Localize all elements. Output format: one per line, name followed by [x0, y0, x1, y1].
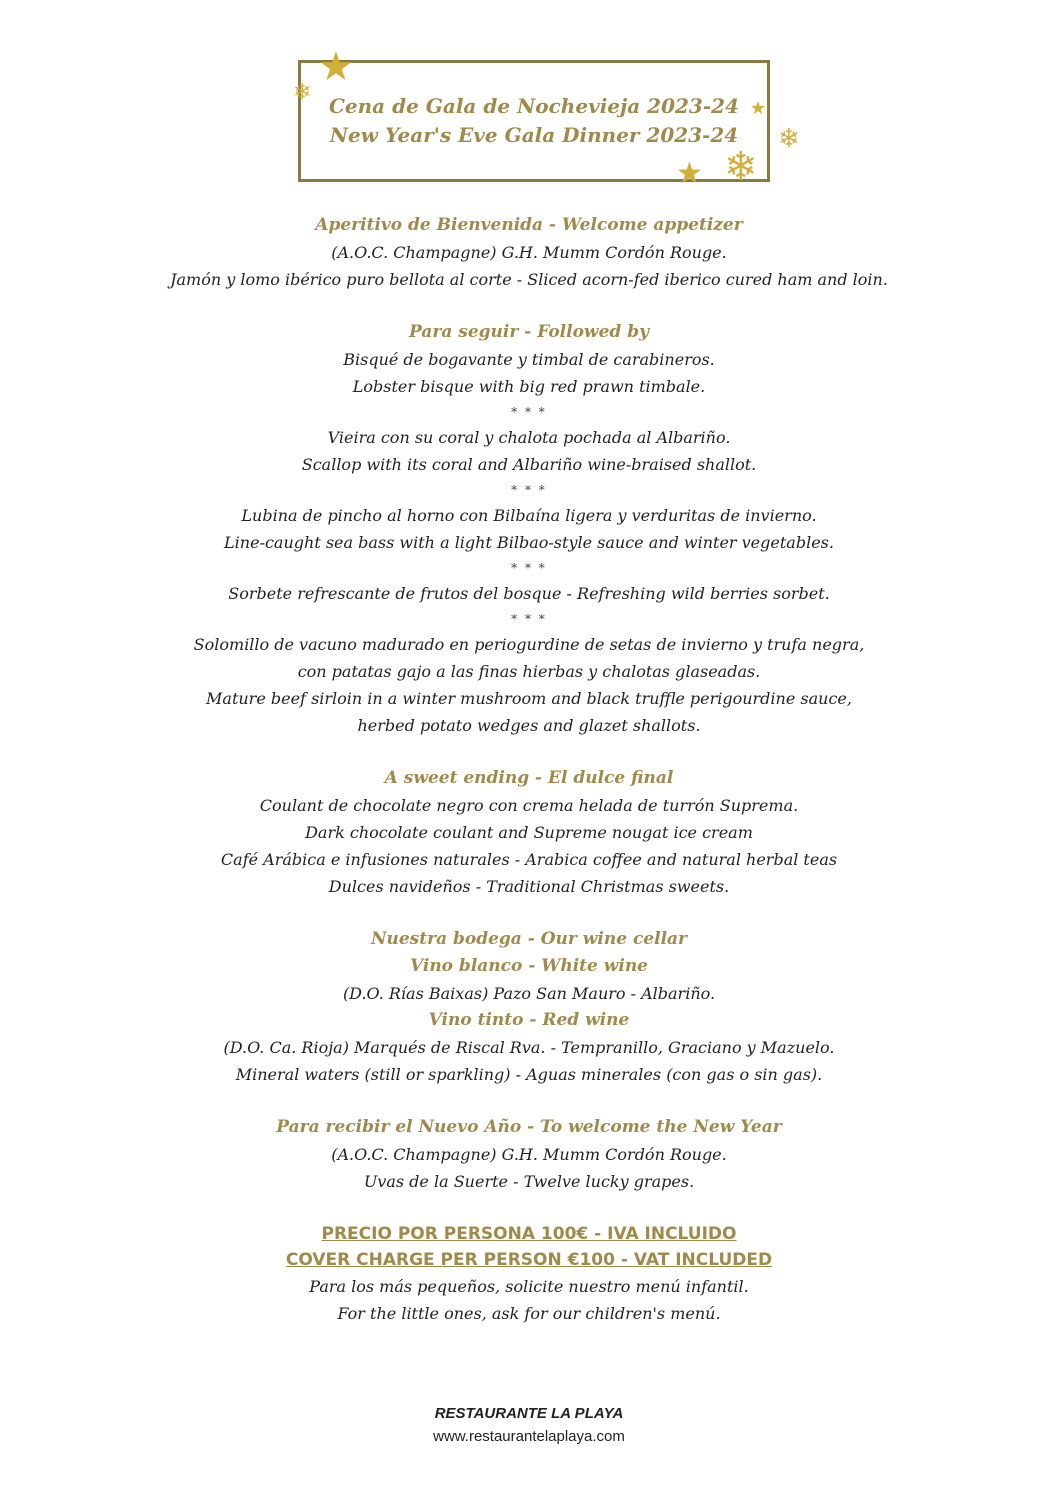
star-icon: ★: [750, 98, 767, 119]
snowflake-icon: ❄: [293, 80, 312, 105]
menu-line: Scallop with its coral and Albariño wine-braised shallot.: [301, 455, 757, 474]
menu-line: Line-caught sea bass with a light Bilbao-style sauce and winter vegetables.: [224, 533, 834, 552]
menu-line: Café Arábica e infusiones naturales - Arabica coffee and natural herbal teas: [220, 850, 838, 869]
menu-line: Uvas de la Suerte - Twelve lucky grapes.: [363, 1172, 695, 1191]
section-heading-dessert: A sweet ending - El dulce final: [384, 768, 674, 788]
snowflake-icon: ❄: [724, 144, 758, 190]
menu-line: Solomillo de vacuno madurado en periogurdine de setas de invierno y trufa negra,: [193, 635, 865, 654]
kids-note-en: For the little ones, ask for our children's menú.: [337, 1304, 721, 1323]
course-separator: * * *: [511, 405, 547, 419]
price-en: COVER CHARGE PER PERSON €100 - VAT INCLUDED: [285, 1250, 773, 1270]
star-icon: ★: [676, 156, 703, 191]
menu-line: Dark chocolate coulant and Supreme nougat ice cream: [305, 823, 753, 842]
course-separator: * * *: [511, 561, 547, 575]
section-heading-welcome: Aperitivo de Bienvenida - Welcome appetizer: [315, 215, 743, 235]
kids-note-es: Para los más pequeños, solicite nuestro menú infantil.: [309, 1277, 749, 1296]
title-en: New Year's Eve Gala Dinner 2023-24: [329, 123, 739, 147]
menu-line: con patatas gajo a las finas hierbas y chalotas glaseadas.: [297, 662, 761, 681]
menu-line: Coulant de chocolate negro con crema helada de turrón Suprema.: [259, 796, 799, 815]
menu-line: (A.O.C. Champagne) G.H. Mumm Cordón Rouge.: [331, 1145, 727, 1164]
menu-line: Sorbete refrescante de frutos del bosque - Refreshing wild berries sorbet.: [228, 584, 830, 603]
star-icon: ★: [318, 44, 354, 90]
title-es: Cena de Gala de Nochevieja 2023-24: [329, 94, 739, 118]
menu-line: Mineral waters (still or sparkling) - Aguas minerales (con gas o sin gas).: [235, 1065, 823, 1084]
menu-line: Bisqué de bogavante y timbal de carabineros.: [343, 350, 715, 369]
section-heading-followed: Para seguir - Followed by: [409, 322, 649, 342]
menu-line: (D.O. Rías Baixas) Pazo San Mauro - Albariño.: [342, 984, 716, 1003]
section-heading-newyear: Para recibir el Nuevo Año - To welcome the New Year: [276, 1117, 782, 1137]
restaurant-name: RESTAURANTE LA PLAYA: [434, 1405, 624, 1422]
course-separator: * * *: [511, 483, 547, 497]
menu-line: Mature beef sirloin in a winter mushroom and black truffle perigourdine sauce,: [206, 689, 852, 708]
menu: [0, 212, 1058, 1327]
menu-line: Lubina de pincho al horno con Bilbaína ligera y verduritas de invierno.: [241, 506, 817, 525]
menu-line: (D.O. Ca. Rioja) Marqués de Riscal Rva. - Tempranillo, Graciano y Mazuelo.: [223, 1038, 835, 1057]
menu-line: Lobster bisque with big red prawn timbale.: [352, 377, 706, 396]
menu-line: (A.O.C. Champagne) G.H. Mumm Cordón Rouge.: [331, 243, 727, 262]
snowflake-icon: ❄: [778, 124, 800, 154]
menu-line: herbed potato wedges and glazet shallots.: [357, 716, 701, 735]
header-title: [298, 92, 770, 150]
section-heading-wine: Nuestra bodega - Our wine cellar: [370, 929, 688, 949]
menu-line: Dulces navideños - Traditional Christmas sweets.: [328, 877, 730, 896]
course-separator: * * *: [511, 612, 547, 626]
restaurant-url[interactable]: www.restaurantelaplaya.com: [433, 1428, 625, 1445]
subheading-red-wine: Vino tinto - Red wine: [428, 1010, 630, 1030]
price-es: PRECIO POR PERSONA 100€ - IVA INCLUIDO: [321, 1224, 737, 1244]
footer: [0, 1402, 1058, 1448]
subheading-white-wine: Vino blanco - White wine: [409, 956, 649, 976]
menu-line: Jamón y lomo ibérico puro bellota al corte - Sliced acorn-fed iberico cured ham and loin.: [170, 270, 888, 289]
menu-line: Vieira con su coral y chalota pochada al Albariño.: [327, 428, 731, 447]
